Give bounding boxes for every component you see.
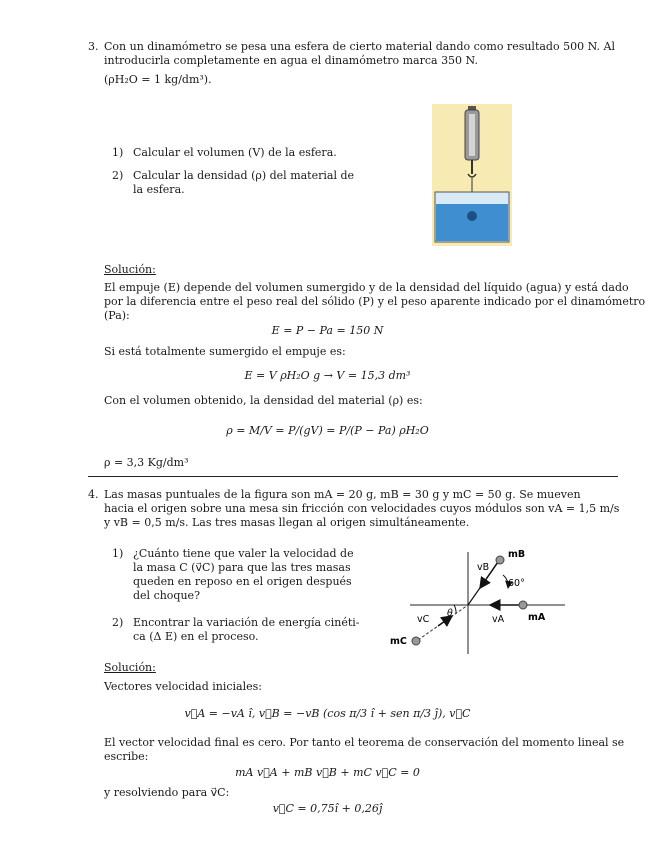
solution-text: Vectores velocidad iniciales: — [104, 680, 262, 693]
solution-heading: Solución: — [104, 263, 156, 276]
equation: E = V ρH₂O g → V = 15,3 dm³ — [244, 369, 411, 382]
label-vc: vC — [417, 614, 430, 625]
solution-text: (Pa): — [104, 309, 130, 322]
question-2: Encontrar la variación de energía cinéti- — [133, 616, 360, 629]
question-2: ca (Δ E) en el proceso. — [133, 630, 259, 643]
question-1: del choque? — [133, 589, 200, 602]
equation: v⃗A = −vA î, v⃗B = −vB (cos π/3 î + sen π/3 ĵ), v⃗C — [184, 707, 471, 720]
problem-4-text: hacia el origen sobre una mesa sin fricción con velocidades cuyos módulos son vA = 1,5 m/s — [104, 502, 620, 515]
equation: v⃗C = 0,75î + 0,26ĵ — [272, 802, 383, 815]
solution-text: El empuje (E) depende del volumen sumergido y de la densidad del líquido (agua) y está dado — [104, 281, 629, 294]
question-2: la esfera. — [133, 183, 185, 196]
equation: ρ = M/V = P/(gV) = P/(P − Pa) ρH₂O — [226, 424, 429, 437]
label-mc: mC — [390, 636, 407, 647]
label-vb: vB — [477, 562, 490, 573]
question-1: queden en reposo en el origen después — [133, 575, 352, 588]
divider — [88, 476, 618, 477]
problem-3-text: Con un dinamómetro se pesa una esfera de cierto material dando como resultado 500 N. Al — [104, 40, 615, 53]
solution-heading: Solución: — [104, 661, 156, 674]
problem-3-number: 3. — [88, 40, 99, 53]
question-1: Calcular el volumen (V) de la esfera. — [133, 146, 337, 159]
water-density: (ρH₂O = 1 kg/dm³). — [104, 73, 212, 86]
label-theta: θ — [447, 608, 453, 619]
question-2: Calcular la densidad (ρ) del material de — [133, 169, 355, 182]
solution-text: escribe: — [104, 750, 149, 763]
question-1: ¿Cuánto tiene que valer la velocidad de — [133, 547, 354, 560]
mass-b — [496, 556, 504, 564]
question-number: 2) — [112, 169, 124, 182]
masses-vector-diagram — [380, 540, 570, 655]
equation: mA v⃗A + mB v⃗B + mC v⃗C = 0 — [235, 766, 420, 779]
solution-text: Con el volumen obtenido, la densidad del material (ρ) es: — [104, 394, 423, 407]
mass-a — [519, 601, 527, 609]
solution-text: Si está totalmente sumergido el empuje es: — [104, 345, 346, 358]
label-va: vA — [492, 614, 505, 625]
problem-4-number: 4. — [88, 488, 99, 501]
problem-4-text: y vB = 0,5 m/s. Las tres masas llegan al origen simultáneamente. — [104, 516, 470, 529]
mass-c — [412, 637, 420, 645]
solution-text: El vector velocidad final es cero. Por tanto el teorema de conservación del momento lineal se — [104, 736, 625, 749]
problem-4-text: Las masas puntuales de la figura son mA = 20 g, mB = 30 g y mC = 50 g. Se mueven — [104, 488, 581, 501]
question-number: 1) — [112, 146, 124, 159]
problem-3-text: introducirla completamente en agua el dinamómetro marca 350 N. — [104, 54, 478, 67]
theta-arc — [454, 605, 456, 613]
question-number: 2) — [112, 616, 124, 629]
label-ma: mA — [528, 612, 546, 623]
result: ρ = 3,3 Kg/dm³ — [104, 456, 189, 469]
dynamometer-figure — [432, 104, 512, 246]
solution-text: y resolviendo para v⃗C: — [104, 786, 230, 799]
question-number: 1) — [112, 547, 124, 560]
label-angle: 60° — [508, 578, 525, 589]
equation: E = P − Pa = 150 N — [271, 324, 384, 337]
question-1: la masa C (v⃗C) para que las tres masas — [133, 561, 351, 574]
label-mb: mB — [508, 549, 526, 560]
solution-text: por la diferencia entre el peso real del sólido (P) y el peso aparente indicado por el dinamómetro — [104, 295, 646, 308]
